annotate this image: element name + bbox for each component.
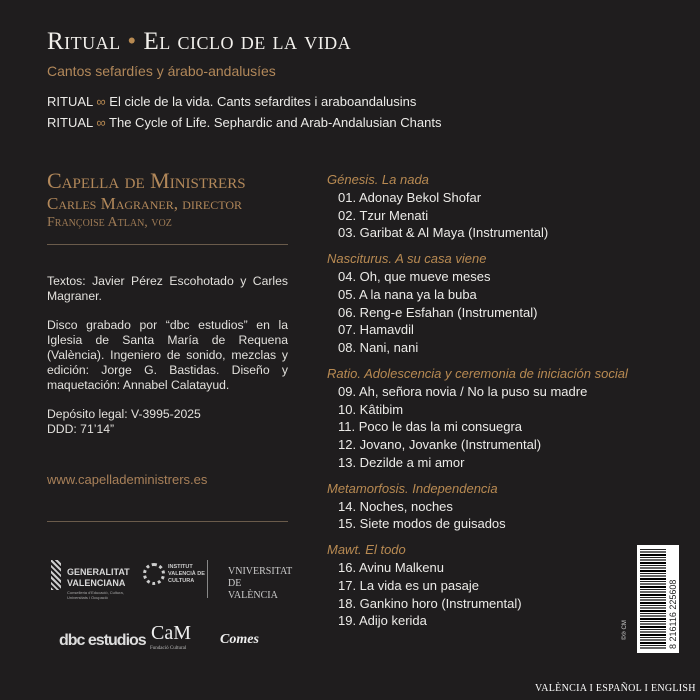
alt-title-english (47, 115, 441, 130)
ensemble-block (47, 170, 246, 230)
track: 11. Poco le das la mi consuegra (338, 419, 523, 435)
director: Carles Magraner, director (47, 194, 242, 213)
ensemble-name: Capella de Ministrers (47, 168, 246, 193)
generalitat-logo: GENERALITAT VALENCIANA (67, 567, 130, 588)
section (327, 365, 628, 472)
section-title: Génesis. La nada (327, 172, 429, 187)
copyright-label: ©℗ CM (622, 620, 628, 640)
title-part: Ritual (47, 28, 121, 55)
barcode-bars (640, 549, 666, 649)
languages: VALÈNCIA I ESPAÑOL I ENGLISH (535, 683, 696, 694)
track: 08. Nani, nani (338, 340, 419, 356)
uv-logo: VNIVERSITAT DE VALÈNCIA (228, 566, 293, 601)
section (327, 171, 628, 242)
divider (47, 244, 288, 245)
track: 16. Avinu Malkenu (338, 559, 444, 575)
generalitat-crest-icon (51, 560, 61, 590)
divider (47, 521, 288, 522)
infinity-icon: ∞ (96, 94, 106, 109)
track: 03. Garibat & Al Maya (Instrumental) (338, 225, 549, 241)
track: 09. Ah, señora novia / No la puso su madre (338, 383, 588, 399)
track: 19. Adijo kerida (338, 613, 427, 629)
track: 10. Kâtibim (338, 401, 404, 417)
title-separator: • (127, 28, 137, 55)
website-link[interactable]: www.capelladeministrers.es (47, 472, 208, 487)
legal-deposit: Depósito legal: V-3995-2025 (47, 407, 201, 421)
album-subtitle: Cantos sefardíes y árabo-andalusíes (47, 63, 276, 79)
album-title (47, 28, 351, 56)
section-title: Metamorfosis. Independencia (327, 480, 498, 496)
track: 07. Hamavdil (338, 322, 414, 338)
track: 13. Dezilde a mi amor (338, 454, 465, 470)
soloist: Françoise Atlan, voz (47, 215, 172, 230)
credits-texts: Textos: Javier Pérez Escohotado y Carles Magraner. (47, 274, 288, 303)
infinity-icon: ∞ (96, 115, 106, 130)
track: 12. Jovano, Jovanke (Instrumental) (338, 437, 542, 453)
barcode (637, 545, 679, 653)
track: 15. Siete modos de guisados (338, 516, 506, 532)
alt-title-valencian (47, 94, 416, 109)
duration: DDD: 71’14” (47, 422, 115, 436)
track: 01. Adonay Bekol Shofar (338, 189, 482, 205)
ivc-logo-icon (143, 563, 165, 585)
alt-prefix: RITUAL (47, 115, 93, 130)
ivc-logo: INSTITUT VALENCIÀ DE CULTURA (168, 564, 205, 584)
cam-sub: Fundació Cultural (150, 646, 187, 651)
section-title: Mawt. El todo (327, 542, 406, 558)
dbc-logo: dbc estudios (59, 632, 146, 649)
track: 04. Oh, que mueve meses (338, 268, 491, 284)
generalitat-sub: Conselleria d'Educació, Cultura, Universitats i Ocupació (67, 590, 124, 600)
track: 06. Reng-e Esfahan (Instrumental) (338, 304, 538, 320)
track: 18. Gankino horo (Instrumental) (338, 595, 522, 611)
section-title: Ratio. Adolescencia y ceremonia de iniciación social (327, 365, 628, 381)
section (327, 541, 628, 630)
track: 05. A la nana ya la buba (338, 286, 477, 302)
alt-text: The Cycle of Life. Sephardic and Arab-Andalusian Chants (109, 115, 442, 130)
credits-recording: Disco grabado por “dbc estudios” en la Iglesia de Santa María de Requena (València). Ingeniero de sonido, mezclas y edición: Jorge G. Bastidas. Diseño y maquetación: Annabel Calatayud. (47, 318, 288, 392)
section (327, 480, 628, 533)
title-part: El ciclo de la vida (143, 28, 352, 55)
logo-divider (207, 560, 208, 598)
section-title: Nasciturus. A su casa viene (327, 251, 487, 267)
alt-prefix: RITUAL (47, 94, 93, 109)
cam-logo: CaM (151, 622, 191, 644)
track: 14. Noches, noches (338, 498, 453, 514)
tracklist (327, 171, 628, 638)
comes-logo: Comes (220, 632, 259, 647)
alt-text: El cicle de la vida. Cants sefardites i araboandalusins (109, 94, 417, 109)
barcode-digits: 8 216116 225608 (668, 579, 678, 649)
track: 02. Tzur Menati (338, 207, 429, 223)
credits (47, 274, 288, 437)
section (327, 250, 628, 357)
track: 17. La vida es un pasaje (338, 577, 479, 593)
